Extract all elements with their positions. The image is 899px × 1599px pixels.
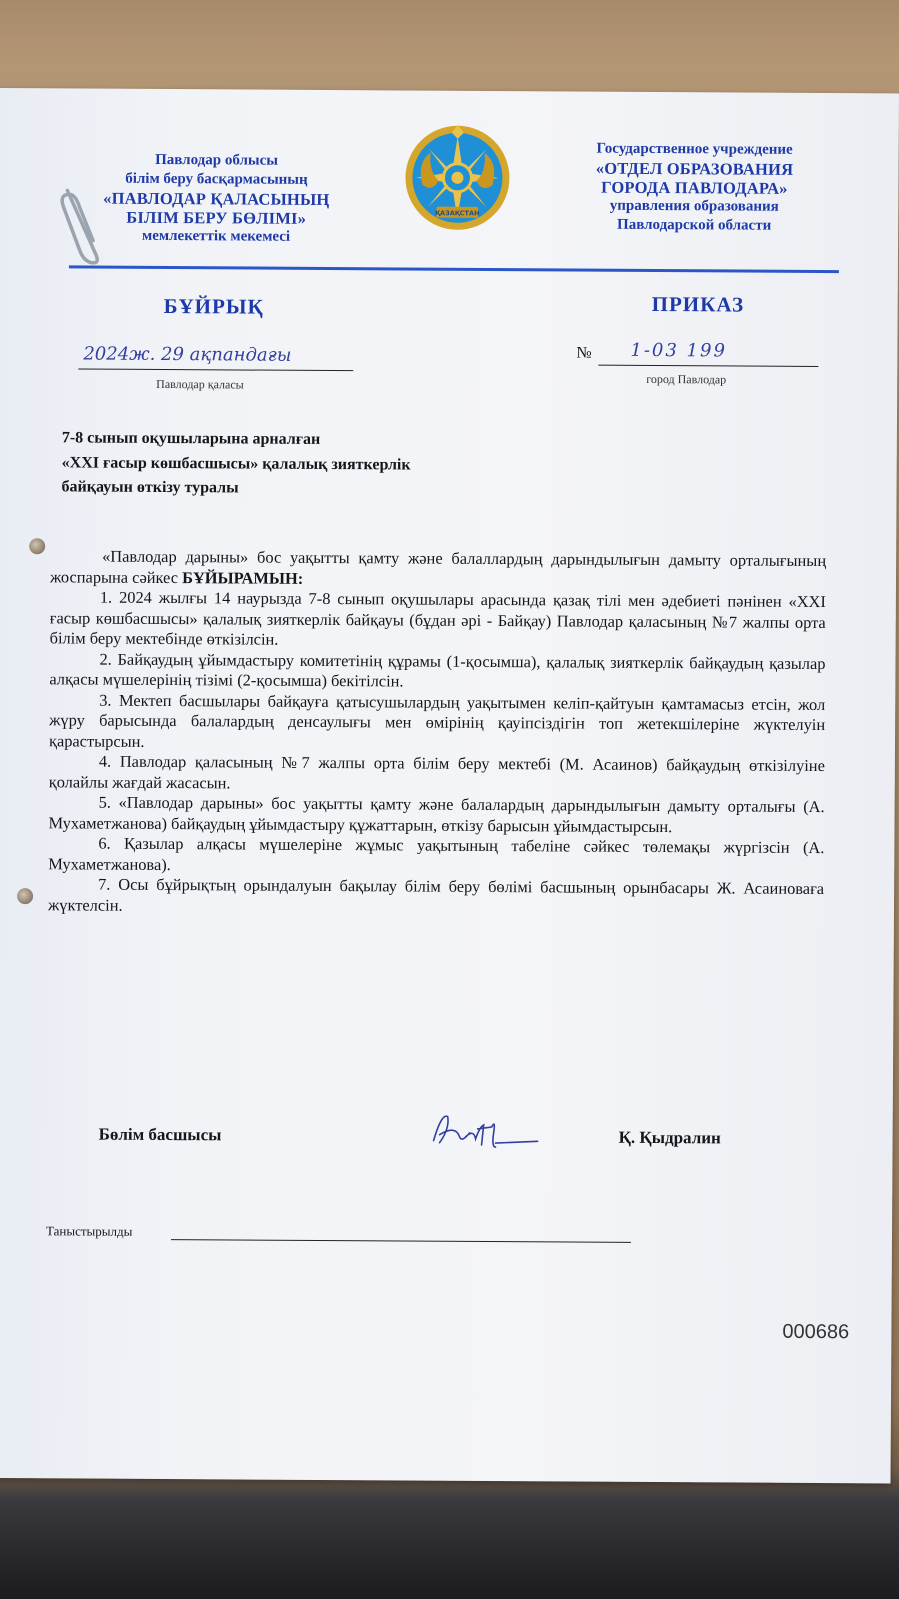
header-ru-line3: ГОРОДА ПАВЛОДАРА» <box>601 177 788 198</box>
order-title-kz: БҰЙРЫҚ <box>163 294 264 319</box>
order-title-ru: ПРИКАЗ <box>651 291 745 317</box>
date-underline <box>78 368 353 371</box>
order-date-handwritten: 2024ж. 29 ақпандағы <box>83 343 292 366</box>
city-ru: город Павлодар <box>646 371 727 387</box>
header-ru-line5: Павлодарской области <box>617 216 772 234</box>
subject-line2: «XXI ғасыр көшбасшысы» қалалық зияткерлік <box>61 453 411 474</box>
document-page <box>0 88 899 1483</box>
body-item: 2. Байқаудың ұйымдастыру комитетінің құрамы (1-қосымша), қалалық зияткерлік байқаудың қазылар алқасы мүшелерінің тізімі (2-қосымша) бекітілсін. <box>49 649 826 691</box>
body-item: 6. Қазылар алқасы мүшелеріне жұмыс уақытының табеліне сәйкес төлемақы жүргізсін (А. Мухаметжанова). <box>48 833 825 874</box>
body-item: 5. «Павлодар дарыны» бос уақытты қамту және балалардың дарындылығын дамыту орталығы (А. Мухаметжанова) байқаудың ұйымдастыру құжаттарын, өткізу барысын ұйымдастырсын. <box>48 792 825 836</box>
subject-line1: 7-8 сынып оқушыларына арналған <box>61 429 321 448</box>
order-subject <box>61 426 581 503</box>
signature-block <box>0 1124 893 1148</box>
header-ru-line1: Государственное учреждение <box>596 140 793 158</box>
body-item: 1. 2024 жылғы 14 наурызда 7-8 сынып оқушылары арасында қазақ тілі мен әдебиеті пәнінен «XXI ғасыр көшбасшысы» қалалық зияткерлік байқауы (бұдан әрі - Байқау) Павлодар қаласының №7 жалпы орта білім беру мектебінде өткізілсін. <box>49 587 826 649</box>
acknowledged-label: Таныстырылды <box>45 1223 133 1239</box>
body-intro <box>50 546 826 592</box>
header-divider <box>69 265 839 273</box>
serial-number: 000686 <box>782 1320 850 1344</box>
acknowledged-line <box>171 1239 631 1243</box>
header-ru-line2: «ОТДЕЛ ОБРАЗОВАНИЯ <box>595 158 794 179</box>
order-number-handwritten: 1-03 199 <box>630 339 728 362</box>
body-intro-text: «Павлодар дарыны» бос уақытты қамту және балаллардың дарындылығын дамыту орталығының жоспарына сәйкес <box>49 546 827 587</box>
signatory-name: Қ. Қыдралин <box>618 1127 721 1148</box>
number-underline <box>598 365 818 367</box>
order-body <box>48 546 826 920</box>
header-kz-line5: мемлекеттік мекемесі <box>142 227 291 245</box>
punch-hole <box>17 888 33 904</box>
header-ru-line4: управления образования <box>609 197 779 215</box>
punch-hole <box>29 538 45 554</box>
header-kz-line4: БІЛІМ БЕРУ БӨЛІМІ» <box>126 207 307 228</box>
header-ru <box>564 139 825 236</box>
subject-line3: байқауын өткізу туралы <box>61 478 239 497</box>
kazakhstan-state-emblem-icon <box>402 122 513 233</box>
body-item: 4. Павлодар қаласының №7 жалпы орта білім беру мектебі (М. Асаинов) байқаудың өткізілуіне қолайлы жағдай жасасын. <box>48 751 825 792</box>
signatory-position: Бөлім басшысы <box>98 1124 222 1145</box>
header-kz <box>81 150 352 247</box>
handwritten-signature <box>425 1107 545 1158</box>
body-intro-decree: БҰЙЫРАМЫН: <box>182 567 304 588</box>
header-kz-line2: білім беру басқармасының <box>125 170 308 188</box>
body-item: 7. Осы бұйрықтың орындалуын бақылау білім беру бөлімі басшының орынбасары Ж. Асаиноваға жүктелсін. <box>47 874 825 915</box>
header-kz-line3: «ПАВЛОДАР ҚАЛАСЫНЫҢ <box>103 188 330 210</box>
city-kz: Павлодар қаласы <box>156 376 244 392</box>
order-number-prefix: № <box>576 344 592 362</box>
emblem-inscription: ҚАЗАҚСТАН <box>435 209 480 218</box>
body-item: 3. Мектеп басшылары байқауға қатысушылардың уақытымен келіп-қайтуын қамтамасыз етсін, жол жүру барысында балалардың денсаулығы мен өмірінің қауіпсіздігін топ жетекшілеріне жүктелуін қарастырсын. <box>48 690 826 751</box>
header-kz-line1: Павлодар облысы <box>155 151 279 169</box>
